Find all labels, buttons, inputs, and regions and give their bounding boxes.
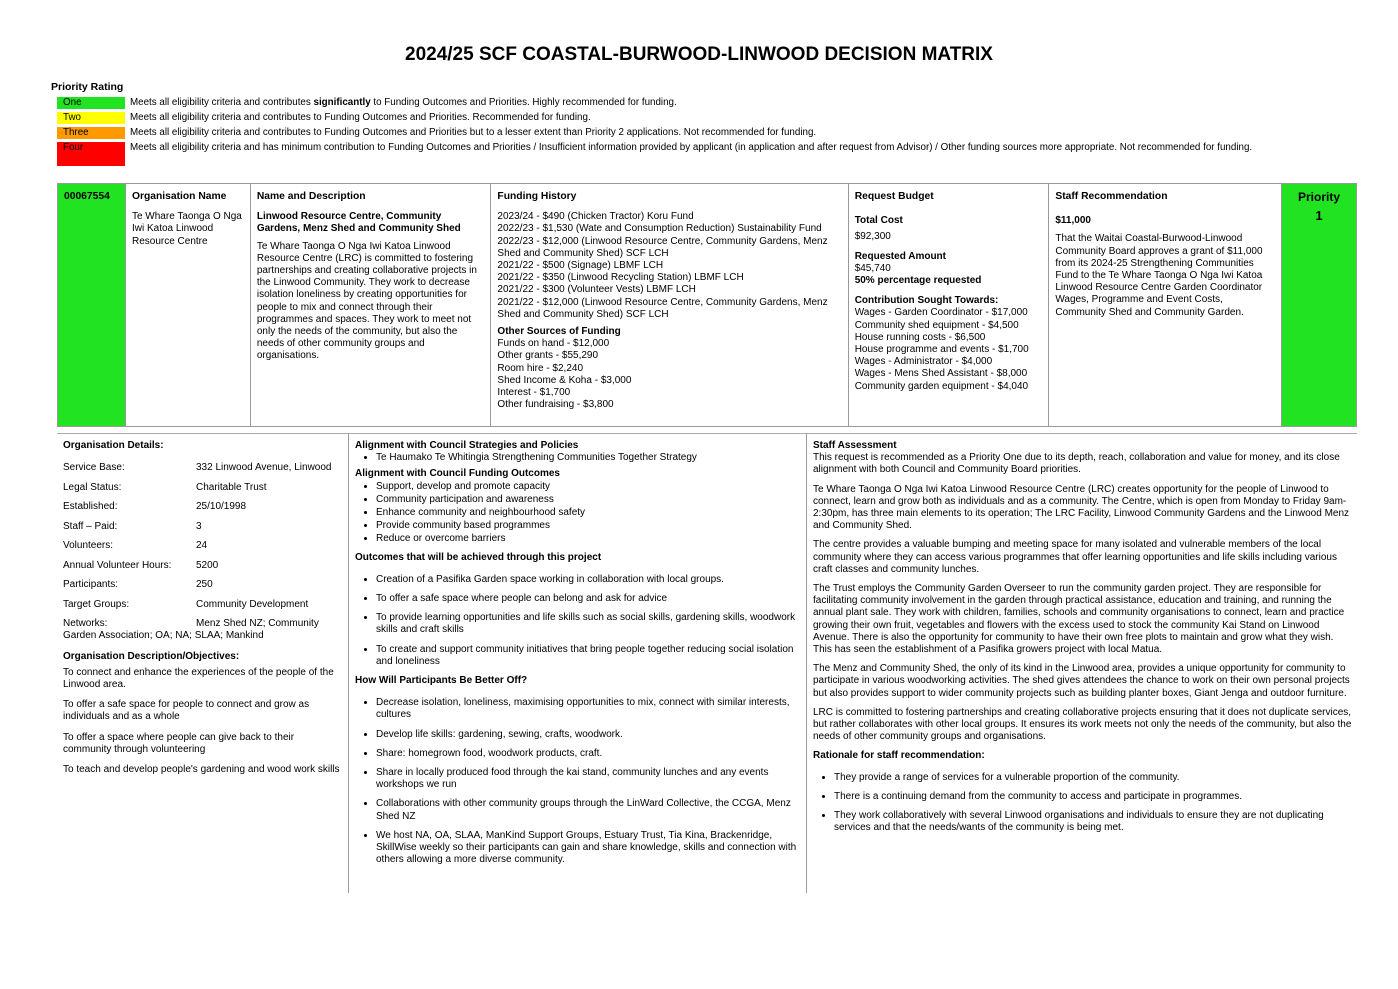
- outcome-item: • Reduce or overcome barriers: [376, 533, 800, 545]
- org-description-header: Organisation Description/Objectives:: [63, 650, 240, 662]
- org-name-header: Organisation Name: [131, 191, 227, 202]
- contribution-item: Community garden equipment - $4,040: [854, 380, 1029, 392]
- assessment-paragraph: Te Whare Taonga O Nga Iwi Katoa Linwood Resource Centre (LRC) creates opportunity for the people of Linwood to connect, learn and grow both as individuals and as a community. The Centre, which is open from Monday to Friday 9am-2:30pm, has three main elements to its operation; The LRC Facility, Linwood Community Gardens and the Linwood Menz and Community Shed.: [813, 483, 1350, 532]
- objective-item: To teach and develop people's gardening and wood work skills: [63, 764, 340, 776]
- legend-text-four: Meets all eligibility criteria and has minimum contribution to Funding Outcomes and Priorities / Insufficient information provided by applicant (in application and after request from Advisor) / Other funding sources more appropriate. Not recommended for funding.: [130, 142, 1253, 153]
- legend-row-four: [57, 142, 1317, 166]
- outcome-item: • Support, develop and promote capacity: [376, 481, 800, 493]
- strategies-header: Alignment with Council Strategies and Policies: [355, 440, 579, 451]
- legend-row-three: [57, 127, 1317, 139]
- networks-row: Networks: Menz Shed NZ; Community Garden Association; OA; NA; SLAA; Mankind: [63, 618, 319, 642]
- contribution-item: Wages - Administrator - $4,000: [854, 356, 993, 368]
- detail-row: Legal Status: Charitable Trust: [63, 481, 267, 493]
- project-outcome-item: • To offer a safe space where people can belong and ask for advice: [376, 593, 800, 605]
- detail-row: Volunteers: 24: [63, 540, 208, 552]
- priority-legend: [57, 97, 1317, 166]
- org-name: Te Whare Taonga O Nga Iwi Katoa Linwood Resource Centre: [131, 211, 242, 247]
- application-id-cell: [58, 184, 126, 427]
- strategy-item: • Te Haumako Te Whitingia Strengthening Communities Together Strategy: [376, 452, 800, 464]
- org-name-cell: [125, 184, 250, 427]
- project-outcome-item: • To provide learning opportunities and life skills such as social skills, gardening skills, woodwork skills and craft skills: [376, 612, 800, 636]
- project-title: Linwood Resource Centre, Community Gardens, Menz Shed and Community Shed: [256, 211, 461, 235]
- better-off-item: • Share: homegrown food, woodwork products, craft.: [376, 748, 800, 760]
- funding-item: 2022/23 - $1,530 (Wate and Consumption Reduction) Sustainability Fund: [497, 223, 822, 235]
- requested-amount-value: $45,740: [854, 262, 891, 274]
- outcome-item: • Provide community based programmes: [376, 520, 800, 532]
- column-divider-1: [348, 433, 349, 893]
- funding-history-list: [497, 211, 841, 321]
- project-outcome-item: • To create and support community initiatives that bring people together reducing social isolation and loneliness: [376, 644, 800, 668]
- priority-value: 1: [1315, 208, 1323, 224]
- better-off-item: • Decrease isolation, loneliness, maximising opportunities to mix, connect with similar interests, cultures: [376, 697, 800, 721]
- request-budget-header: Request Budget: [854, 191, 934, 202]
- better-off-header: How Will Participants Be Better Off?: [355, 675, 528, 687]
- rationale-item: • They provide a range of services for a vulnerable proportion of the community.: [834, 772, 1353, 784]
- objective-item: To connect and enhance the experiences of the people of the Linwood area.: [63, 666, 334, 691]
- detail-row: Participants: 250: [63, 579, 213, 591]
- objective-item: To offer a safe space for people to connect and grow as individuals and as a whole: [63, 699, 310, 723]
- requested-percent: 50% percentage requested: [854, 275, 982, 287]
- staff-recommendation-text: That the Waitai Coastal-Burwood-Linwood Community Board approves a grant of $11,000 from its 2024-25 Strengthening Communities Fund to the Te Whare Taonga O Nga Iwi Katoa Linwood Resource Centre Garden Coordinator Wages, Programme and Event Costs, Community Shed and Community Garden.: [1055, 233, 1263, 318]
- staff-recommendation-header: Staff Recommendation: [1055, 191, 1168, 202]
- legend-swatch-four: Four: [57, 142, 125, 166]
- other-source-item: Room hire - $2,240: [497, 362, 584, 374]
- legend-swatch-two: Two: [57, 112, 125, 124]
- other-source-item: Other grants - $55,290: [497, 350, 599, 362]
- assessment-paragraph: LRC is committed to fostering partnerships and creating collaborative projects ensuring that it does not duplicate services, but rather collaborates with other local groups. It ensures its work meets not only the needs of the community, but also the needs of other community groups and organisations.: [813, 706, 1352, 743]
- rationale-list: [813, 772, 1353, 835]
- assessment-paragraph: The Menz and Community Shed, the only of its kind in the Linwood area, provides a unique opportunity for community to participate in various woodworking activities. The shed gives attendees the chance to work on their own personal projects but also provides support to wider community projects such as building planter boxes, Giant Jenga and outdoor furniture.: [813, 663, 1350, 699]
- alignment-column: [355, 440, 800, 873]
- legend-text-three: Meets all eligibility criteria and contributes to Funding Outcomes and Priorities but to a lesser extent than Priority 2 applications. Not recommended for funding.: [130, 127, 817, 138]
- legend-row-one: [57, 97, 1317, 109]
- contribution-item: House running costs - $6,500: [854, 331, 986, 343]
- funding-item: 2023/24 - $490 (Chicken Tractor) Koru Fund: [497, 211, 694, 223]
- funding-item: 2021/22 - $12,000 (Linwood Resource Centre, Community Gardens, Menz Shed and Community Shed) SCF LCH: [497, 296, 828, 320]
- assessment-paragraph: The Trust employs the Community Garden Overseer to run the community garden project. They are responsible for facilitating community involvement in the garden through practical assistance, education and training, and running the annual plant sale. They work with children, families, schools and community organisations to connect, learn and practice growing their own fruit, vegetables and flowers with the excess used to stock the community Kai Stand on Linwood Avenue. There is also the opportunity for community to have their own free plots to maintain and grow what they wish. This has seen the establishment of a Pasifika growers project with local Matua.: [813, 583, 1345, 656]
- legend-text-one: Meets all eligibility criteria and contributes significantly to Funding Outcomes and Priorities. Highly recommended for funding.: [130, 97, 677, 108]
- org-details-header: Organisation Details:: [63, 440, 164, 451]
- better-off-item: • Share in locally produced food through the kai stand, community lunches and any events workshops we run: [376, 767, 800, 791]
- detail-row: Service Base: 332 Linwood Avenue, Linwood: [63, 462, 332, 474]
- better-off-item: • Develop life skills: gardening, sewing, crafts, woodwork.: [376, 729, 800, 741]
- contribution-item: House programme and events - $1,700: [854, 344, 1029, 356]
- objective-item: To offer a space where people can give back to their community through volunteering: [63, 731, 295, 755]
- rationale-item: • They work collaboratively with several Linwood organisations and individuals to ensure they are not duplicating services and that the needs/wants of the community is being met.: [834, 810, 1353, 834]
- request-budget-cell: [848, 184, 1049, 427]
- project-description: Te Whare Taonga O Nga Iwi Katoa Linwood Resource Centre (LRC) is committed to fostering partnerships and creating collaborative projects in the Linwood Community. They work to decrease isolation loneliness by creating opportunities for people to mix and connect through their programmes and spaces. They work to meet not only the needs of the community, but also the needs of other community groups and organisations.: [256, 240, 477, 362]
- total-cost-label: Total Cost: [854, 215, 903, 227]
- requested-amount-label: Requested Amount: [854, 250, 946, 262]
- application-table: [57, 183, 1357, 427]
- outcome-item: • Enhance community and neighbourhood safety: [376, 507, 800, 519]
- rationale-header: Rationale for staff recommendation:: [813, 750, 985, 762]
- description-header: Name and Description: [256, 191, 366, 202]
- legend-swatch-three: Three: [57, 127, 125, 139]
- staff-assessment-header: Staff Assessment: [813, 440, 897, 451]
- description-cell: [250, 184, 491, 427]
- other-source-item: Interest - $1,700: [497, 387, 571, 399]
- strategies-list: [355, 452, 800, 464]
- other-source-item: Funds on hand - $12,000: [497, 338, 610, 350]
- detail-row: Established: 25/10/1998: [63, 501, 247, 513]
- application-id: 00067554: [64, 191, 110, 202]
- better-off-list: [355, 697, 800, 866]
- funding-item: 2021/22 - $500 (Signage) LBMF LCH: [497, 260, 664, 272]
- page-title: 2024/25 SCF COASTAL-BURWOOD-LINWOOD DECISION MATRIX: [405, 44, 993, 65]
- column-divider-2: [806, 433, 807, 893]
- project-outcomes-header: Outcomes that will be achieved through this project: [355, 551, 602, 563]
- assessment-paragraph: The centre provides a valuable bumping and meeting space for many isolated and vulnerable members of the local community where they can access various programmes that offer learning opportunities and life skills including various craft classes and community lunches.: [813, 539, 1337, 575]
- project-outcomes-list: [355, 574, 800, 668]
- section-divider: [57, 433, 1357, 434]
- priority-cell: [1282, 184, 1357, 427]
- contribution-item: Community shed equipment - $4,500: [854, 319, 1019, 331]
- other-source-item: Other fundraising - $3,800: [497, 399, 614, 411]
- legend-row-two: [57, 112, 1317, 124]
- detail-row: Staff – Paid: 3: [63, 520, 202, 532]
- legend-text-two: Meets all eligibility criteria and contributes to Funding Outcomes and Priorities. Recommended for funding.: [130, 112, 591, 123]
- funding-item: 2021/22 - $300 (Volunteer Vests) LBMF LCH: [497, 284, 696, 296]
- staff-recommendation-cell: [1049, 184, 1282, 427]
- funding-item: 2022/23 - $12,000 (Linwood Resource Centre, Community Gardens, Menz Shed and Community Shed) SCF LCH: [497, 235, 828, 259]
- legend-swatch-one: One: [57, 97, 125, 109]
- priority-rating-label: Priority Rating: [51, 81, 124, 93]
- project-outcome-item: • Creation of a Pasifika Garden space working in collaboration with local groups.: [376, 574, 800, 586]
- detail-row: Annual Volunteer Hours: 5200: [63, 559, 219, 571]
- other-source-item: Shed Income & Koha - $3,000: [497, 374, 632, 386]
- contribution-item: Wages - Garden Coordinator - $17,000: [854, 307, 1028, 319]
- outcome-item: • Community participation and awareness: [376, 494, 800, 506]
- rationale-item: • There is a continuing demand from the community to access and participate in programmes.: [834, 791, 1353, 803]
- staff-recommendation-amount: $11,000: [1055, 215, 1091, 227]
- assessment-paragraph: This request is recommended as a Priority One due to its depth, reach, collaboration and value for money, and its close alignment with both Council and Community Board priorities.: [813, 452, 1340, 476]
- funding-outcomes-header: Alignment with Council Funding Outcomes: [355, 468, 560, 480]
- funding-item: 2021/22 - $350 (Linwood Recycling Station) LBMF LCH: [497, 272, 744, 284]
- contribution-item: Wages - Mens Shed Assistant - $8,000: [854, 368, 1028, 380]
- contribution-header: Contribution Sought Towards:: [854, 295, 999, 307]
- better-off-item: • Collaborations with other community groups through the LinWard Collective, the CCGA, Menz Shed NZ: [376, 798, 800, 822]
- priority-header: Priority: [1298, 190, 1341, 204]
- funding-history-header: Funding History: [497, 191, 577, 202]
- total-cost-value: $92,300: [854, 231, 891, 243]
- funding-outcomes-list: [355, 481, 800, 546]
- other-sources-header: Other Sources of Funding: [497, 326, 621, 338]
- org-details-column: [63, 440, 343, 784]
- funding-history-cell: [491, 184, 848, 427]
- detail-row: Target Groups: Community Development: [63, 598, 309, 610]
- staff-assessment-column: [813, 440, 1353, 841]
- better-off-item: • We host NA, OA, SLAA, ManKind Support Groups, Estuary Trust, Tia Kina, Brackenridge, SkillWise weekly so their participants can gain and share knowledge, skills and connection with others allowing a more diverse community.: [376, 830, 800, 867]
